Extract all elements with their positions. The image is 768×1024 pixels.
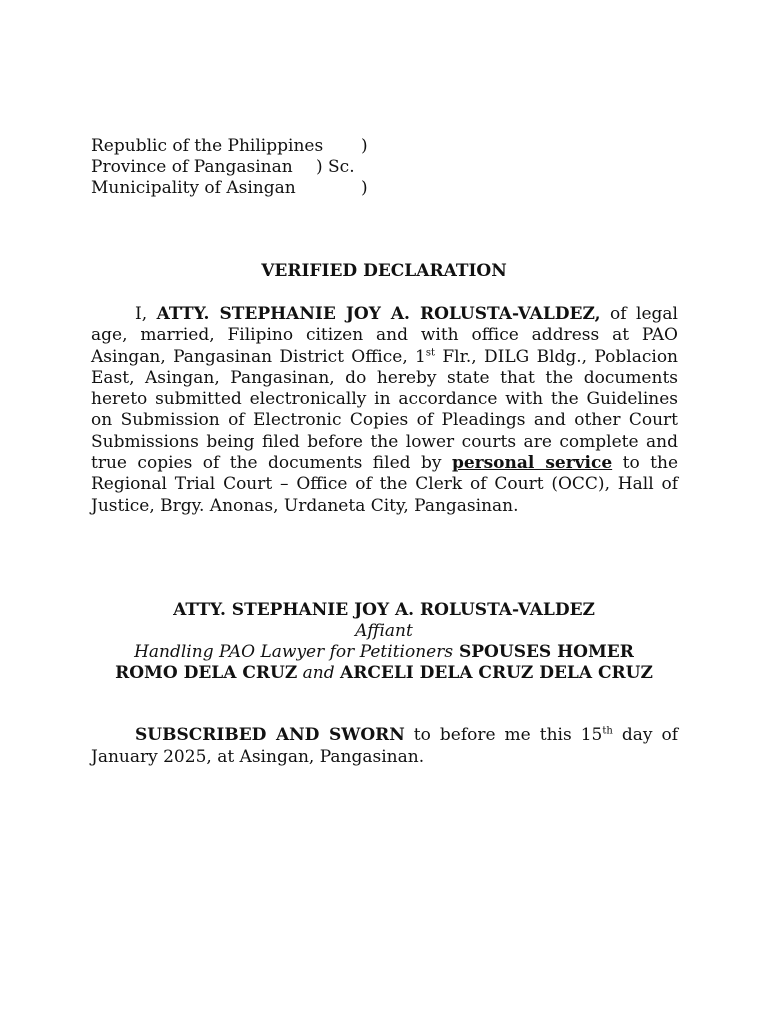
venue-municipality-text: Municipality of Asingan — [91, 178, 296, 198]
jurat-heading: SUBSCRIBED AND SWORN — [135, 725, 405, 745]
signature-block — [60, 600, 708, 684]
declaration-paragraph — [91, 304, 678, 517]
venue-line-province — [91, 157, 355, 178]
jurat-text: day of January 2025, at Asingan, Pangasinan. — [91, 725, 678, 767]
ordinal-suffix: th — [602, 725, 613, 737]
jurat-paragraph — [91, 724, 678, 768]
personal-service-emphasis: personal service — [451, 453, 613, 474]
jurat-text: to before me this 15 — [404, 725, 603, 745]
declaration-text: to the Regional Trial Court – Office of the Clerk of Court (OCC), Hall of Justice, Brgy. Anonas, Urdaneta City, Pangasinan. — [91, 453, 679, 516]
declaration-intro: I, — [135, 304, 157, 324]
venue-block — [91, 136, 368, 199]
petitioners-line — [60, 663, 708, 684]
ordinal-suffix: st — [425, 346, 436, 358]
venue-line-municipality — [91, 178, 368, 199]
venue-sc-paren: ) Sc. — [316, 157, 355, 177]
petitioner-name: ROMO DELA CRUZ — [115, 663, 298, 683]
handling-text: Handling PAO Lawyer for Petitioners — [134, 642, 454, 662]
venue-line-republic — [91, 136, 368, 157]
declaration-text: Flr., DILG Bldg., Poblacion East, Asingan, Pangasinan, do hereby state that the documents hereto submitted electronically in accordance with the Guidelines on Submission of Electronic Copies of Pleadings and other Court Submissions being filed before the lower courts are complete and true copies of the documents filed by — [91, 346, 678, 474]
document-title: VERIFIED DECLARATION — [261, 261, 507, 281]
venue-paren: ) — [361, 178, 368, 198]
conjunction: and — [297, 663, 341, 683]
venue-paren: ) — [361, 136, 368, 156]
petitioners-name: SPOUSES HOMER — [453, 642, 634, 662]
venue-republic-text: Republic of the Philippines — [91, 136, 324, 156]
venue-province-text: Province of Pangasinan — [91, 157, 293, 177]
declarant-name: ATTY. STEPHANIE JOY A. ROLUSTA-VALDEZ, — [156, 304, 601, 324]
declaration-text: of legal age, married, Filipino citizen and with office address at PAO Asingan, Pangasinan District Office, 1 — [91, 304, 678, 367]
handling-lawyer-line — [60, 642, 708, 663]
petitioner-name: ARCELI DELA CRUZ DELA CRUZ — [340, 663, 653, 683]
affiant-role: Affiant — [355, 621, 413, 641]
affiant-name: ATTY. STEPHANIE JOY A. ROLUSTA-VALDEZ — [173, 600, 595, 620]
